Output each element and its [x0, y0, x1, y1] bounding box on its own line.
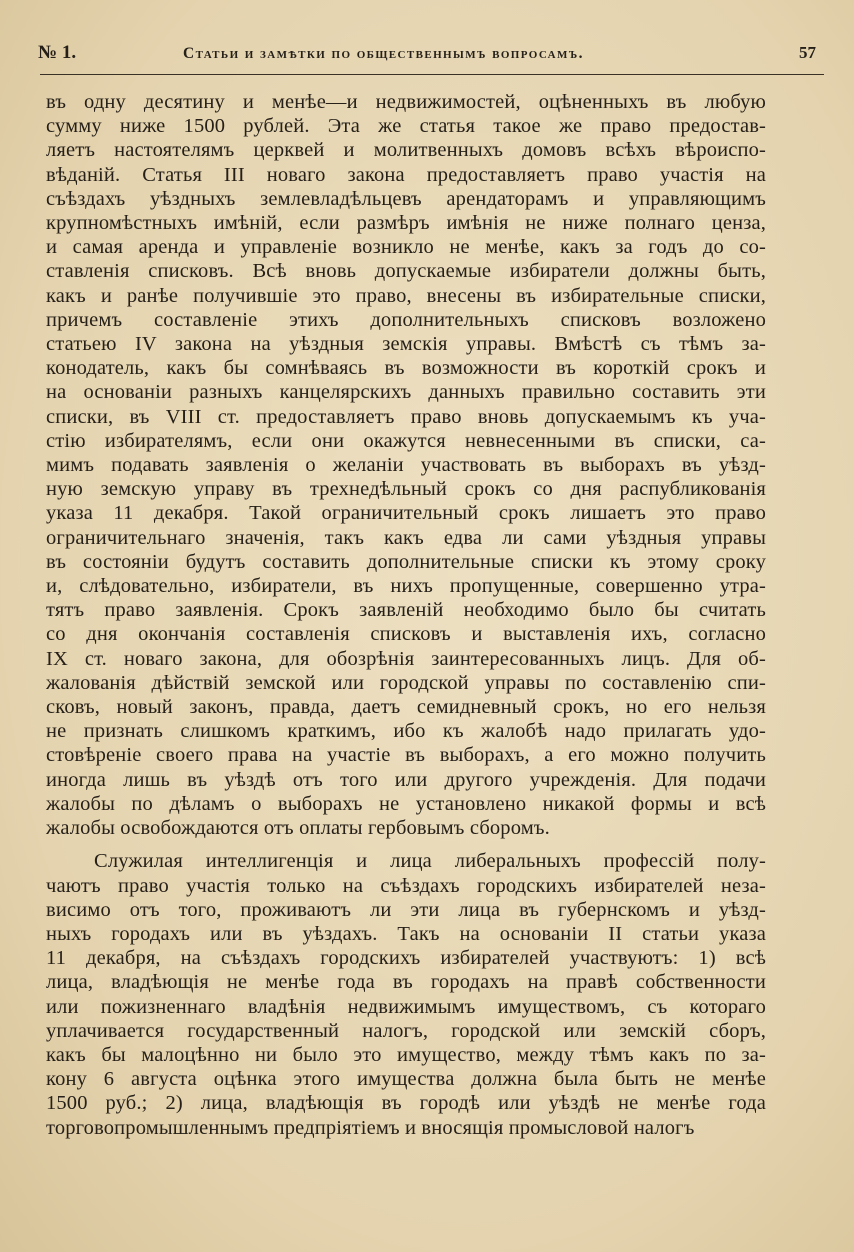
text-line: вѣданій. Статья III новаго закона предоставляетъ право участія на: [46, 163, 766, 186]
text-line: статьею IV закона на уѣздныя земскія управы. Вмѣстѣ съ тѣмъ за-: [46, 333, 766, 356]
paragraph-1: [46, 90, 766, 840]
text-line: Служилая интеллигенція и лица либеральныхъ профессій полу-: [94, 850, 766, 873]
paragraph-2: [46, 849, 766, 1139]
text-line: тятъ право заявленія. Срокъ заявленій необходимо было бы считать: [46, 599, 766, 622]
text-line: 11 декабря, на съѣздахъ городскихъ избирателей участвуютъ: 1) всѣ: [46, 947, 766, 970]
text-line: какъ бы малоцѣнно ни было это имущество, между тѣмъ какъ по за-: [46, 1043, 766, 1066]
text-line: IX ст. новаго закона, для обозрѣнія заинтересованныхъ лицъ. Для об-: [46, 647, 766, 670]
text-line: ляетъ настоятелямъ церквей и молитвенныхъ домовъ всѣхъ вѣроиспо-: [46, 139, 766, 162]
text-line: сумму ниже 1500 рублей. Эта же статья такое же право предостав-: [46, 115, 766, 138]
text-line: 1500 руб.; 2) лица, владѣющія въ городѣ или уѣздѣ не менѣе года: [46, 1092, 766, 1115]
text-line: жалованія дѣйствій земской или городской управы по составленію спи-: [46, 671, 766, 694]
text-line: уплачивается государственный налогъ, городской или земскій сборъ,: [46, 1019, 766, 1042]
text-line: висимо отъ того, проживаютъ ли эти лица въ губернскомъ и уѣзд-: [46, 898, 766, 921]
text-line: жалобы освобождаются отъ оплаты гербовымъ сборомъ.: [46, 817, 550, 840]
text-line: списки, въ VIII ст. предоставляетъ право вновь допускаемымъ къ уча-: [46, 405, 766, 428]
text-line: и, слѣдовательно, избиратели, въ нихъ пропущенные, совершенно утра-: [46, 575, 766, 598]
text-line: причемъ составленіе этихъ дополнительныхъ списковъ возложено: [46, 308, 766, 331]
header-rule: [40, 74, 824, 75]
text-line: ставленія списковъ. Всѣ вновь допускаемые избиратели должны быть,: [46, 260, 766, 283]
text-line: торговопромышленнымъ предпріятіемъ и вносящія промысловой налогъ: [46, 1116, 695, 1139]
text-line: конодатель, какъ бы сомнѣваясь въ возможности въ короткій срокъ и: [46, 357, 766, 380]
body-text: [46, 90, 766, 1140]
text-line: съѣздахъ уѣздныхъ землевладѣльцевъ арендаторамъ и управляющимъ: [46, 187, 766, 210]
issue-number: № 1.: [38, 42, 77, 63]
text-line: крупномѣстныхъ имѣній, если размѣръ имѣнія не ниже полнаго ценза,: [46, 212, 766, 235]
text-line: на основаніи разныхъ канцелярскихъ данныхъ правильно составить эти: [46, 381, 766, 404]
text-line: не признать слишкомъ краткимъ, ибо къ жалобѣ надо прилагать удо-: [46, 720, 766, 743]
text-line: кону 6 августа оцѣнка этого имущества должна была быть не менѣе: [46, 1068, 766, 1091]
text-line: въ одну десятину и менѣе—и недвижимостей, оцѣненныхъ въ любую: [46, 91, 766, 113]
running-header: [38, 42, 824, 72]
text-line: лица, владѣющія не менѣе года въ городахъ на правѣ собственности: [46, 971, 766, 994]
text-line: со дня окончанія составленія списковъ и выставленія ихъ, согласно: [46, 623, 766, 646]
text-line: сковъ, новый законъ, правда, даетъ семидневный срокъ, но его нельзя: [46, 696, 766, 719]
text-line: или пожизненнаго владѣнія недвижимымъ имуществомъ, съ котораго: [46, 995, 766, 1018]
text-line: чаютъ право участія только на съѣздахъ городскихъ избирателей неза-: [46, 874, 766, 897]
text-line: мимъ подавать заявленія о желаніи участвовать въ выборахъ въ уѣзд-: [46, 454, 766, 477]
section-title: Статьи и замѣтки по общественнымъ вопросамъ.: [183, 45, 584, 62]
text-line: жалобы по дѣламъ о выборахъ не установлено никакой формы и всѣ: [46, 792, 766, 815]
text-line: указа 11 декабря. Такой ограничительный срокъ лишаетъ это право: [46, 502, 766, 525]
text-line: ныхъ городахъ или въ уѣздахъ. Такъ на основаніи II статьи указа: [46, 922, 766, 945]
text-line: какъ и ранѣе получившіе это право, внесены въ избирательные списки,: [46, 284, 766, 307]
text-line: стію избирателямъ, если они окажутся невнесенными въ списки, са-: [46, 429, 766, 452]
text-line: и самая аренда и управленіе возникло не менѣе, какъ за годъ до со-: [46, 236, 766, 259]
text-line: въ состояніи будутъ составить дополнительные списки къ этому сроку: [46, 550, 766, 573]
paragraph-gap: [46, 840, 766, 849]
text-line: ограничительнаго значенія, такъ какъ едва ли сами уѣздныя управы: [46, 526, 766, 549]
text-line: ную земскую управу въ трехнедѣльный срокъ со дня распубликованія: [46, 478, 766, 501]
text-line: иногда лишь въ уѣздѣ отъ того или другого учрежденія. Для подачи: [46, 768, 766, 791]
text-line: стовѣреніе своего права на участіе въ выборахъ, а его можно получить: [46, 744, 766, 767]
page-number: 57: [799, 43, 816, 62]
